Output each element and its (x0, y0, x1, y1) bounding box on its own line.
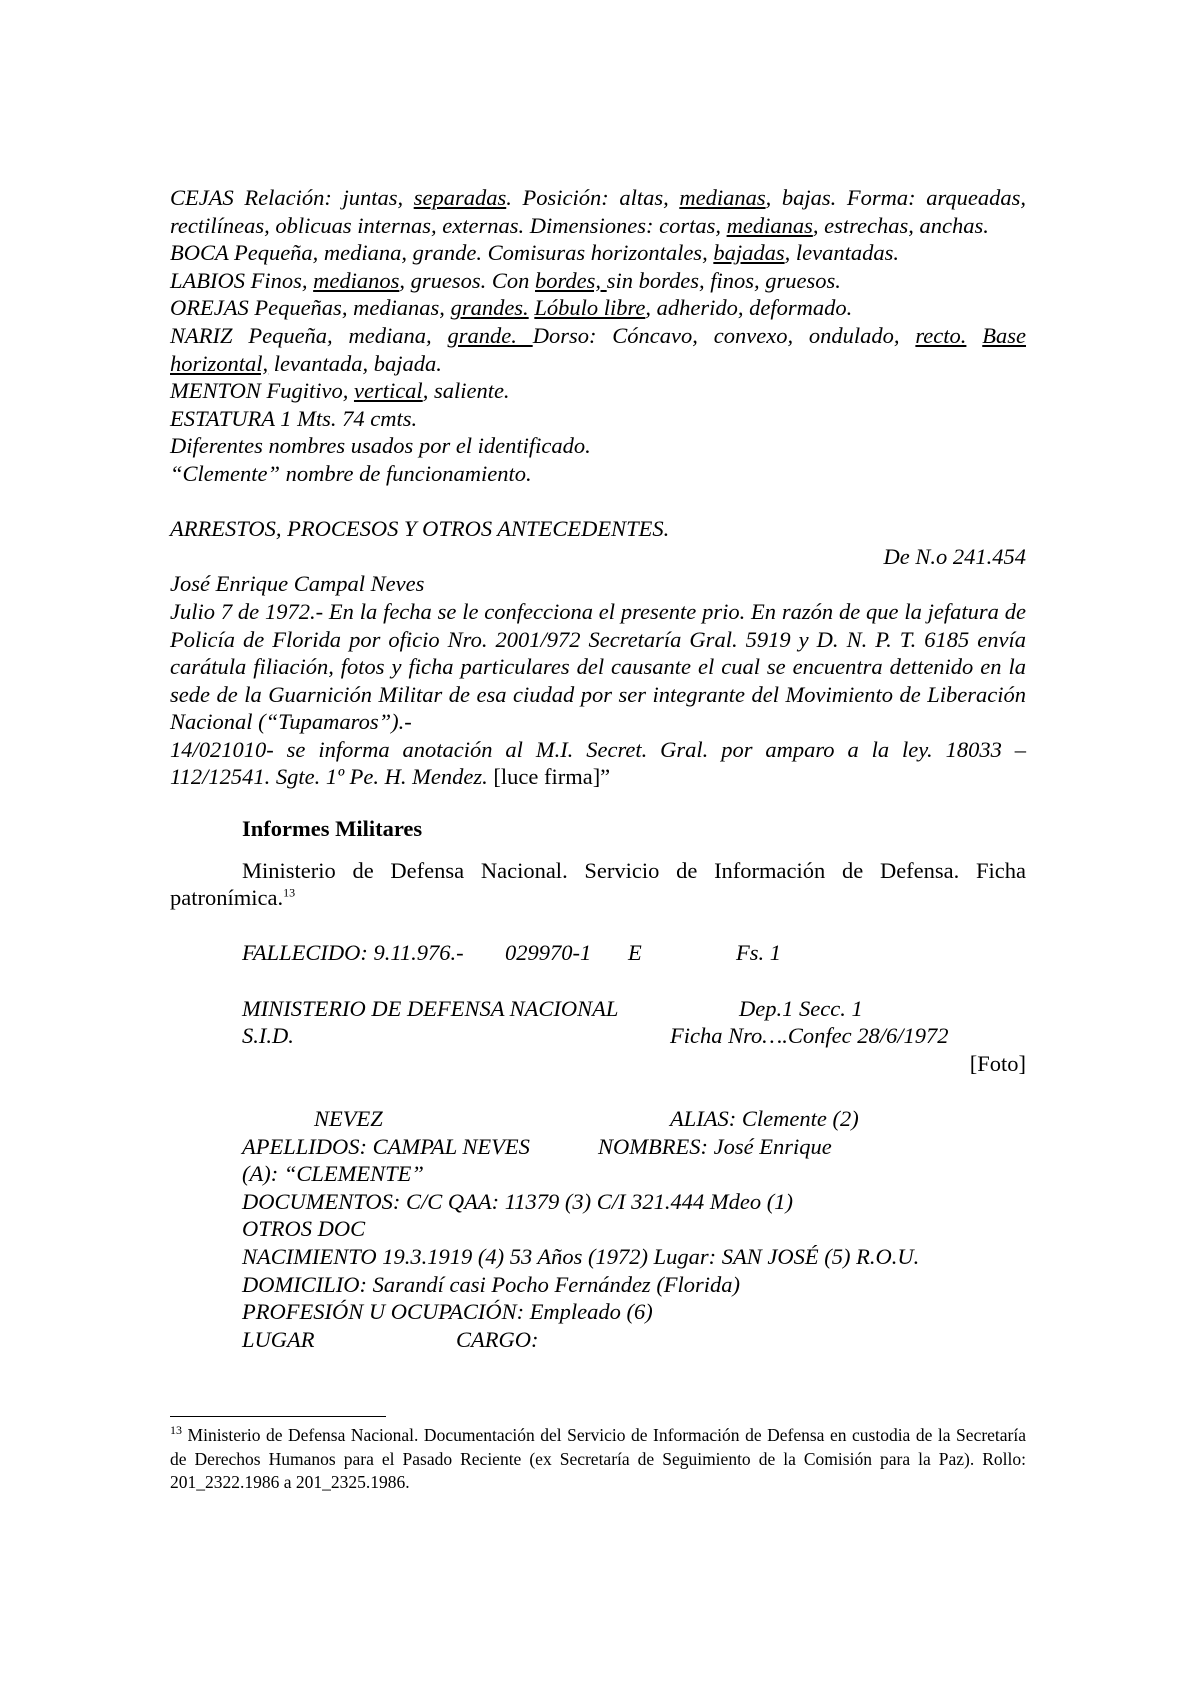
ministerio-row: MINISTERIO DE DEFENSA NACIONAL Dep.1 Secc. 1 (242, 995, 863, 1021)
labios-line: LABIOS Finos, medianos, gruesos. Con bordes, sin bordes, finos, gruesos. (170, 267, 841, 293)
nevez-row: NEVEZ ALIAS: Clemente (2) (314, 1106, 859, 1131)
arrestos-body: Julio 7 de 1972.- En la fecha se le confecciona el presente prio. En razón de que la jefatura de Policía de Florida por oficio Nro. 2001/972 Secretaría Gral. 5919 y D. N. P. T. 6185 envía carátula filiación, fotos y ficha particulares del causante el cual se encuentra dettenido en la sede de la Guarnición Militar de esa ciudad por ser integrante del Movimiento de Liberación Nacional (“Tupamaros”).- (170, 598, 1026, 735)
orejas-line: OREJAS Pequeñas, medianas, grandes. Lóbulo libre, adherido, deformado. (170, 295, 853, 321)
clemente-line: “Clemente” nombre de funcionamiento. (170, 460, 532, 486)
sid-row: S.I.D. Ficha Nro….Confec 28/6/1972 (242, 1023, 949, 1049)
footnote-number: 13 (170, 1423, 182, 1438)
profesion-line: PROFESIÓN U OCUPACIÓN: Empleado (6) (242, 1299, 653, 1325)
cejas-line: CEJAS Relación: juntas, separadas. Posición: altas, medianas, bajas. Forma: arqueadas, rectilíneas, oblicuas internas, externas. Dimensiones: cortas, medianas, estrechas, anchas. (170, 185, 1027, 238)
lugar-cargo-row: LUGAR CARGO: (242, 1326, 539, 1352)
documentos-line: DOCUMENTOS: C/C QAA: 11379 (3) C/I 321.444 Mdeo (1) (242, 1188, 793, 1214)
footnote-separator (170, 1416, 386, 1417)
foto-placeholder: [Foto] (969, 1050, 1026, 1076)
nombres-line: Diferentes nombres usados por el identificado. (170, 433, 591, 459)
estatura-line: ESTATURA 1 Mts. 74 cmts. (170, 405, 418, 431)
record-number: De N.o 241.454 (883, 543, 1026, 569)
footnote-text: Ministerio de Defensa Nacional. Documentación del Servicio de Información de Defensa en custodia de la Secretaría de Derechos Humanos para el Pasado Reciente (ex Secretaría de Seguimiento de la Comisión para la Paz). Rollo: 201_2322.1986 a 201_2325.1986. (170, 1425, 1026, 1493)
informes-heading: Informes Militares (242, 816, 423, 842)
footnote (170, 1424, 1026, 1495)
otros-doc-line: OTROS DOC (242, 1216, 366, 1242)
arrestos-heading: ARRESTOS, PROCESOS Y OTROS ANTECEDENTES. (170, 516, 670, 542)
arrestos-body-2: 14/021010- se informa anotación al M.I. Secret. Gral. por amparo a la ley. 18033 – 112/12541. Sgte. 1º Pe. H. Mendez. [luce firma]” (170, 736, 1026, 790)
menton-line: MENTON Fugitivo, vertical, saliente. (170, 378, 510, 404)
informes-intro: Ministerio de Defensa Nacional. Servicio de Información de Defensa. Ficha patronímica.$^{13}$ (170, 857, 1026, 911)
fallecido-row: FALLECIDO: 9.11.976.- 029970-1 E Fs. 1 (242, 940, 781, 966)
nariz-line: NARIZ Pequeña, mediana, grande. Dorso: Cóncavo, convexo, ondulado, recto. Base horizontal, levantada, bajada. (170, 322, 1026, 376)
footnote-ref[interactable]: 13 (283, 885, 296, 900)
person-name: José Enrique Campal Neves (170, 571, 425, 597)
document-page (170, 184, 1026, 1353)
domicilio-line: DOMICILIO: Sarandí casi Pocho Fernández (Florida) (242, 1271, 741, 1297)
nacimiento-line: NACIMIENTO 19.3.1919 (4) 53 Años (1972) Lugar: SAN JOSÉ (5) R.O.U. (242, 1243, 920, 1269)
apellidos-row: APELLIDOS: CAMPAL NEVES NOMBRES: José Enrique (242, 1133, 832, 1159)
boca-line: BOCA Pequeña, mediana, grande. Comisuras horizontales, bajadas, levantadas. (170, 240, 899, 266)
alias-a-line: (A): “CLEMENTE” (242, 1161, 424, 1187)
